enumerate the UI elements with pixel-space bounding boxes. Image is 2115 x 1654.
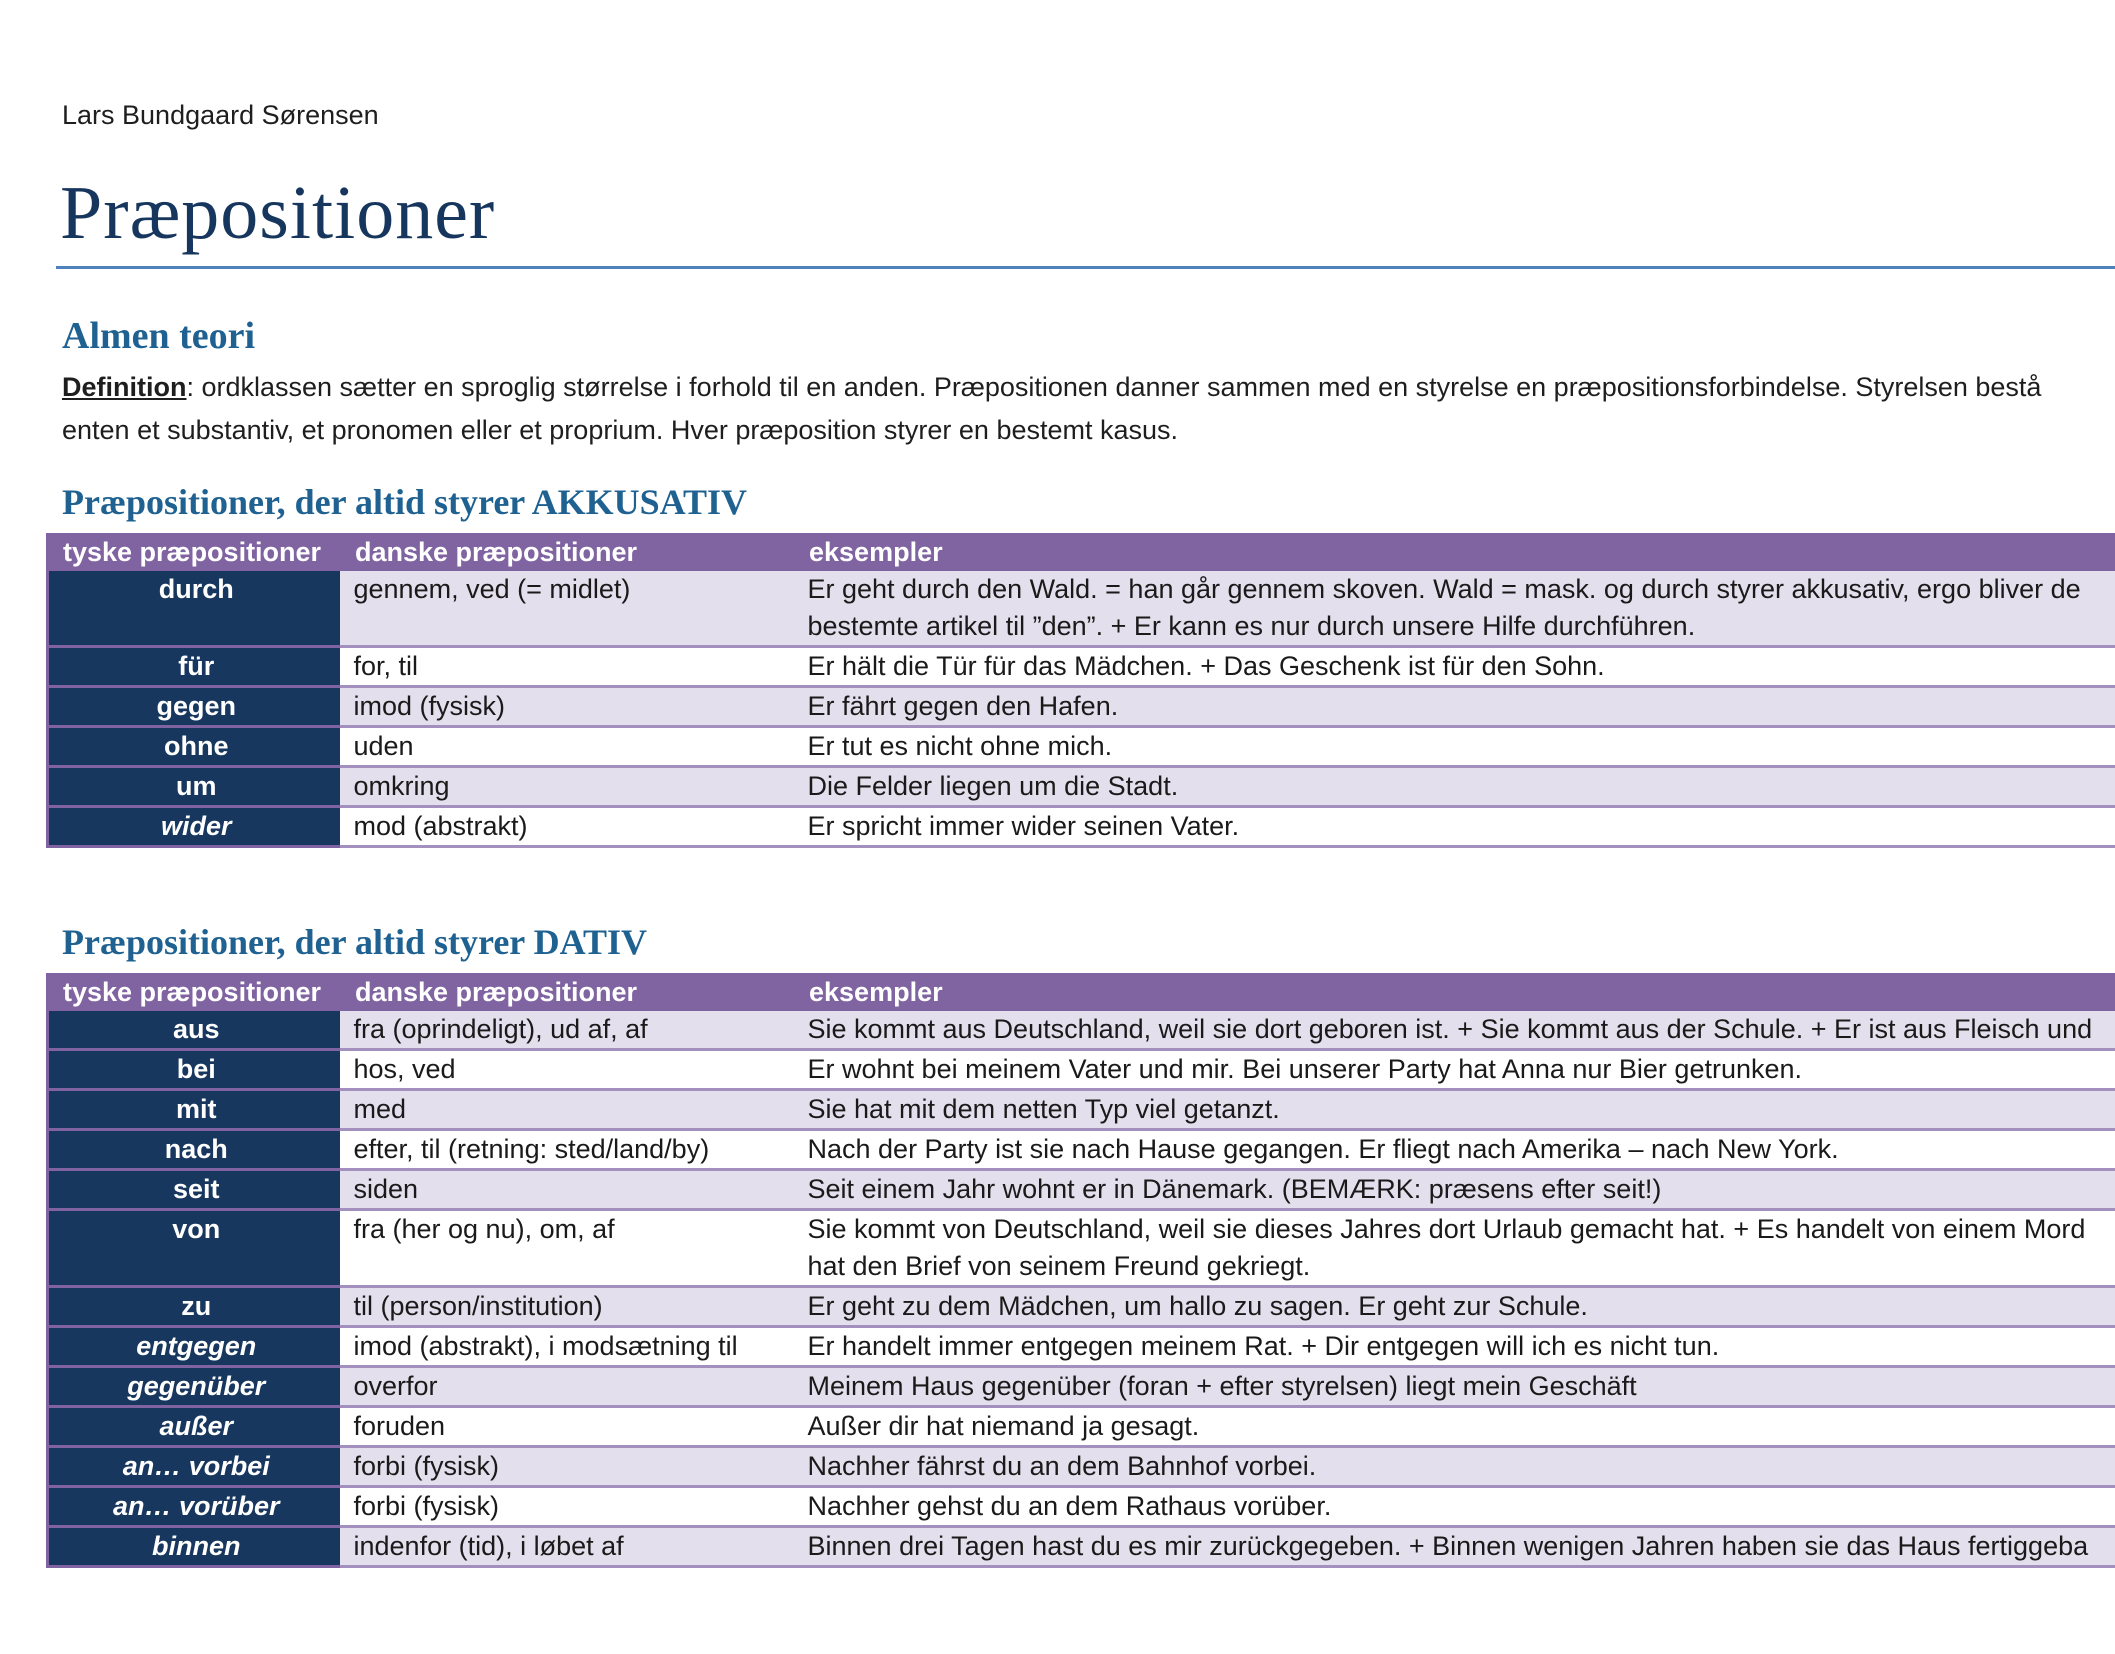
danish-translation: fra (her og nu), om, af — [340, 1210, 794, 1287]
german-preposition: gegenüber — [48, 1367, 340, 1407]
column-header-german: tyske præpositioner — [48, 533, 340, 571]
danish-translation: indenfor (tid), i løbet af — [340, 1527, 794, 1567]
german-preposition: für — [48, 647, 340, 687]
german-preposition: an… vorbei — [48, 1447, 340, 1487]
table-row — [48, 727, 2115, 767]
german-preposition: um — [48, 767, 340, 807]
danish-translation: uden — [340, 727, 794, 767]
german-preposition: seit — [48, 1170, 340, 1210]
danish-translation: gennem, ved (= midlet) — [340, 571, 794, 647]
danish-translation: til (person/institution) — [340, 1287, 794, 1327]
example-line-continued: hat den Brief von seinem Freund gekriegt. — [807, 1251, 1311, 1281]
table-row — [48, 1327, 2115, 1367]
example-line: Er geht durch den Wald. = han går gennem skoven. Wald = mask. og durch styrer akkusativ, ergo bliver de — [807, 574, 2081, 604]
danish-translation: efter, til (retning: sted/land/by) — [340, 1130, 794, 1170]
table-row — [48, 1287, 2115, 1327]
danish-translation: med — [340, 1090, 794, 1130]
akkusativ-table — [46, 533, 2115, 848]
definition-text: : ordklassen sætter en sproglig størrelse i forhold til en anden. Præpositionen danner sammen med en styrelse en præpositionsforbindelse. Styrelsen bestå — [186, 372, 2042, 402]
example-cell: Er wohnt bei meinem Vater und mir. Bei unserer Party hat Anna nur Bier getrunken. — [794, 1050, 2115, 1090]
example-line: Sie kommt von Deutschland, weil sie dieses Jahres dort Urlaub gemacht hat. + Es handelt von einem Mord — [807, 1214, 2086, 1244]
table-row — [48, 1170, 2115, 1210]
german-preposition: nach — [48, 1130, 340, 1170]
table-header-row — [48, 973, 2115, 1011]
example-cell: Er spricht immer wider seinen Vater. — [794, 807, 2115, 847]
table-row — [48, 1210, 2115, 1287]
column-header-examples: eksempler — [794, 973, 2115, 1011]
column-header-danish: danske præpositioner — [340, 533, 794, 571]
example-cell: Außer dir hat niemand ja gesagt. — [794, 1407, 2115, 1447]
german-preposition: binnen — [48, 1527, 340, 1567]
table-row — [48, 687, 2115, 727]
german-preposition: ohne — [48, 727, 340, 767]
example-cell: Er hält die Tür für das Mädchen. + Das Geschenk ist für den Sohn. — [794, 647, 2115, 687]
column-header-danish: danske præpositioner — [340, 973, 794, 1011]
german-preposition: außer — [48, 1407, 340, 1447]
section-heading-akkusativ: Præpositioner, der altid styrer AKKUSATIV — [62, 482, 748, 522]
german-preposition: entgegen — [48, 1327, 340, 1367]
example-cell: Meinem Haus gegenüber (foran + efter styrelsen) liegt mein Geschäft — [794, 1367, 2115, 1407]
example-cell: Die Felder liegen um die Stadt. — [794, 767, 2115, 807]
danish-translation: for, til — [340, 647, 794, 687]
example-cell: Nachher fährst du an dem Bahnhof vorbei. — [794, 1447, 2115, 1487]
table-row — [48, 647, 2115, 687]
definition-label: Definition — [62, 372, 187, 402]
german-preposition: zu — [48, 1287, 340, 1327]
table-row — [48, 571, 2115, 647]
danish-translation: foruden — [340, 1407, 794, 1447]
page-title: Præpositioner — [60, 171, 496, 255]
table-row — [48, 1050, 2115, 1090]
example-cell: Sie hat mit dem netten Typ viel getanzt. — [794, 1090, 2115, 1130]
german-preposition: wider — [48, 807, 340, 847]
theory-line-2: enten et substantiv, et pronomen eller et proprium. Hver præposition styrer en bestemt kasus. — [62, 415, 1179, 445]
column-header-examples: eksempler — [794, 533, 2115, 571]
table-row — [48, 1011, 2115, 1050]
example-cell — [794, 1210, 2115, 1287]
table-row — [48, 767, 2115, 807]
german-preposition: durch — [48, 571, 340, 647]
danish-translation: imod (fysisk) — [340, 687, 794, 727]
table-row — [48, 1447, 2115, 1487]
table-header-row — [48, 533, 2115, 571]
table-row — [48, 807, 2115, 847]
example-cell: Binnen drei Tagen hast du es mir zurückgegeben. + Binnen wenigen Jahren haben sie das Haus fertiggeba — [794, 1527, 2115, 1567]
example-cell: Nachher gehst du an dem Rathaus vorüber. — [794, 1487, 2115, 1527]
theory-line-1 — [62, 366, 2115, 409]
theory-paragraph — [62, 366, 2115, 452]
table-row — [48, 1527, 2115, 1567]
dativ-table — [46, 973, 2115, 1568]
german-preposition: mit — [48, 1090, 340, 1130]
danish-translation: siden — [340, 1170, 794, 1210]
danish-translation: mod (abstrakt) — [340, 807, 794, 847]
danish-translation: overfor — [340, 1367, 794, 1407]
example-cell: Sie kommt aus Deutschland, weil sie dort geboren ist. + Sie kommt aus der Schule. + Er ist aus Fleisch und — [794, 1011, 2115, 1050]
example-cell: Er geht zu dem Mädchen, um hallo zu sagen. Er geht zur Schule. — [794, 1287, 2115, 1327]
danish-translation: forbi (fysisk) — [340, 1447, 794, 1487]
author-name: Lars Bundgaard Sørensen — [62, 100, 379, 130]
german-preposition: von — [48, 1210, 340, 1287]
danish-translation: forbi (fysisk) — [340, 1487, 794, 1527]
danish-translation: hos, ved — [340, 1050, 794, 1090]
column-header-german: tyske præpositioner — [48, 973, 340, 1011]
example-cell — [794, 571, 2115, 647]
example-cell: Seit einem Jahr wohnt er in Dänemark. (BEMÆRK: præsens efter seit!) — [794, 1170, 2115, 1210]
german-preposition: aus — [48, 1011, 340, 1050]
table-row — [48, 1367, 2115, 1407]
table-row — [48, 1090, 2115, 1130]
section-heading-theory: Almen teori — [62, 315, 256, 357]
table-row — [48, 1487, 2115, 1527]
example-line-continued: bestemte artikel til ”den”. + Er kann es nur durch unsere Hilfe durchführen. — [807, 611, 1696, 641]
danish-translation: omkring — [340, 767, 794, 807]
table-row — [48, 1407, 2115, 1447]
example-cell: Er handelt immer entgegen meinem Rat. + Dir entgegen will ich es nicht tun. — [794, 1327, 2115, 1367]
example-cell: Er tut es nicht ohne mich. — [794, 727, 2115, 767]
danish-translation: imod (abstrakt), i modsætning til — [340, 1327, 794, 1367]
danish-translation: fra (oprindeligt), ud af, af — [340, 1011, 794, 1050]
german-preposition: gegen — [48, 687, 340, 727]
title-underline — [56, 266, 2115, 269]
example-cell: Er fährt gegen den Hafen. — [794, 687, 2115, 727]
example-cell: Nach der Party ist sie nach Hause gegangen. Er fliegt nach Amerika – nach New York. — [794, 1130, 2115, 1170]
german-preposition: an… vorüber — [48, 1487, 340, 1527]
section-heading-dativ: Præpositioner, der altid styrer DATIV — [62, 922, 647, 962]
german-preposition: bei — [48, 1050, 340, 1090]
table-row — [48, 1130, 2115, 1170]
